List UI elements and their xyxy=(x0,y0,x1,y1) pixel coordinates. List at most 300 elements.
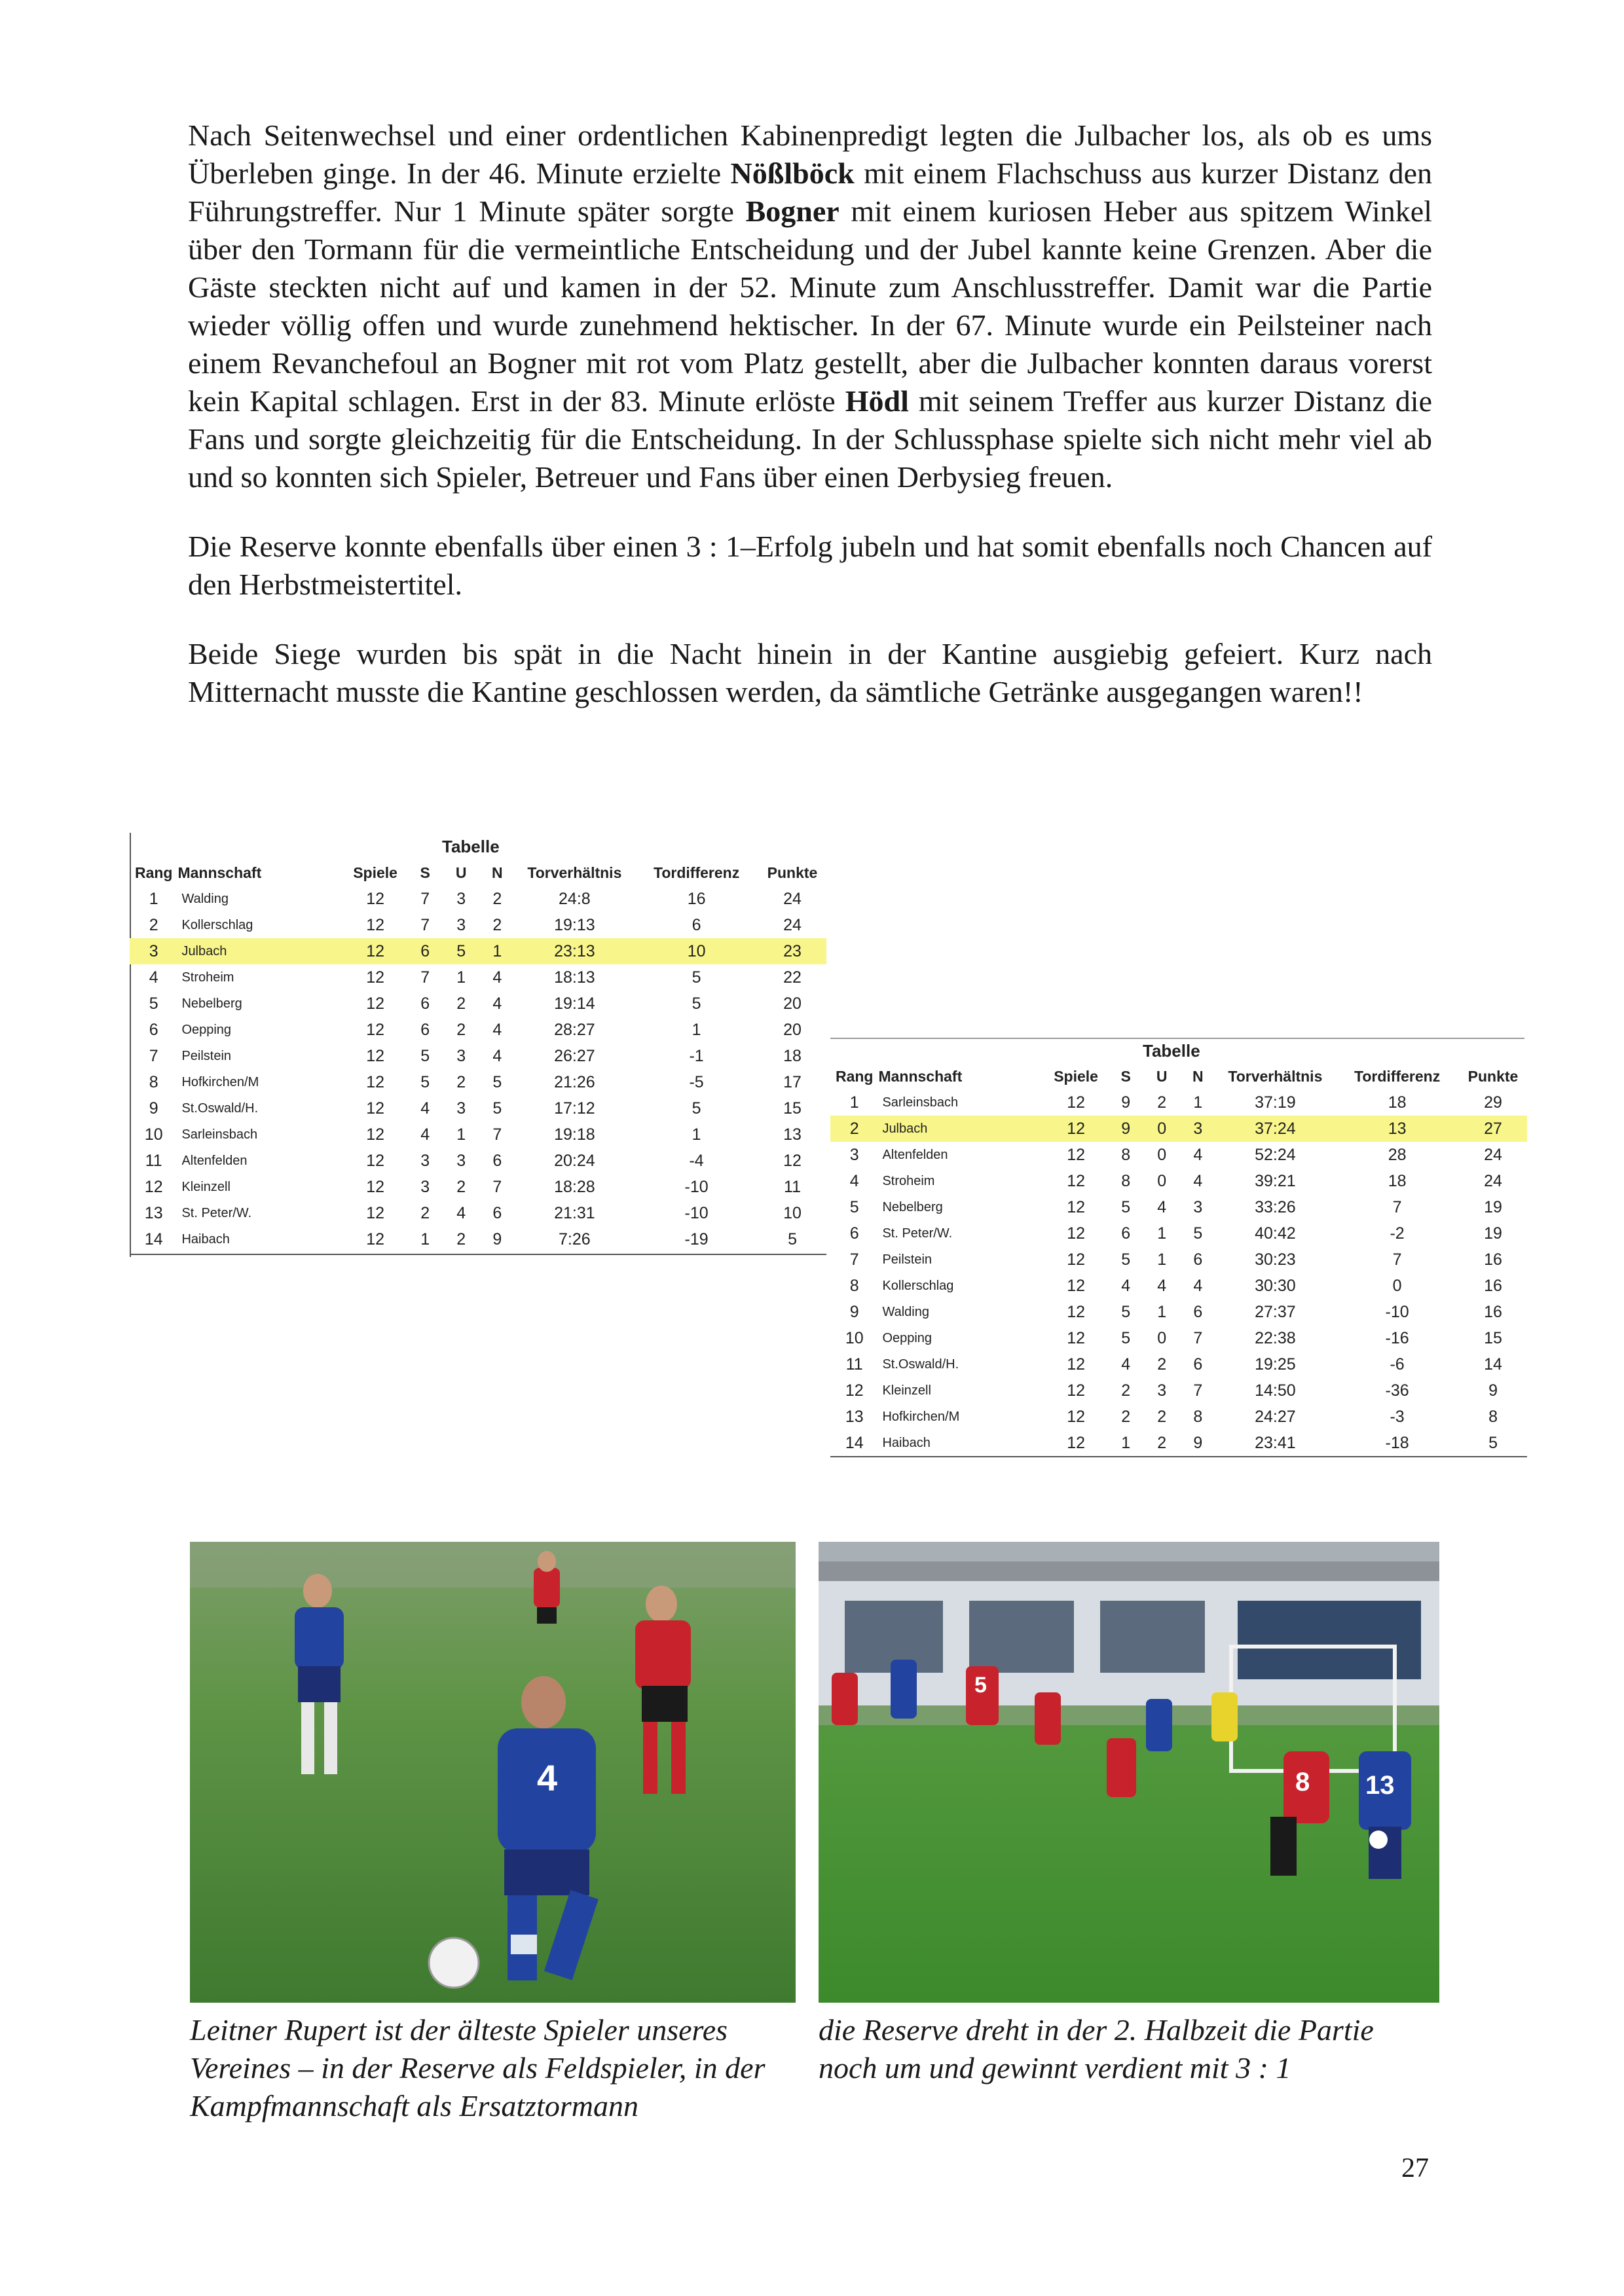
table-cell: 18:28 xyxy=(554,1177,595,1196)
table-cell: 12 xyxy=(845,1381,864,1400)
team-name: Nebelberg xyxy=(181,996,242,1011)
table-cell: 4 xyxy=(420,1099,430,1118)
table-cell: 8 xyxy=(1193,1407,1203,1426)
table-cell: 3 xyxy=(456,915,466,934)
team-name: Nebelberg xyxy=(882,1199,943,1214)
text-run: Beide Siege wurden bis spät in die Nacht hinein in der Kantine ausgiebig gefeiert. Kurz nach Mitternacht musste die Kantine geschlossen werden, da sämtliche Getränke ausgegangen waren!! xyxy=(188,637,1432,708)
table-cell: 18:13 xyxy=(554,968,595,987)
table-cell: 0 xyxy=(1157,1328,1167,1347)
column-header: Rang xyxy=(134,864,173,881)
table-cell: 5 xyxy=(1121,1250,1131,1269)
table-cell: 23:13 xyxy=(515,938,635,964)
table-cell: 2 xyxy=(1157,1355,1167,1374)
table-cell: 2 xyxy=(492,889,502,908)
team-name: St.Oswald/H. xyxy=(181,1101,259,1116)
table-cell: 3 xyxy=(456,1151,466,1170)
table-cell: 20 xyxy=(783,1020,802,1039)
table-cell: 22 xyxy=(783,968,802,987)
table-cell: 9 xyxy=(1193,1433,1203,1452)
table-cell: 4 xyxy=(849,1171,859,1190)
table-cell: 13 xyxy=(1335,1116,1459,1142)
table-cell: 12 xyxy=(366,1151,384,1170)
table-cell: 24 xyxy=(783,915,802,934)
table-cell: 5 xyxy=(492,1072,502,1091)
column-header: Spiele xyxy=(353,864,397,881)
table-cell: 9 xyxy=(1488,1381,1498,1400)
table-cell: 7 xyxy=(420,915,430,934)
table-row xyxy=(130,991,826,1017)
photo-leitner-rupert xyxy=(190,1542,796,2003)
table-cell: 8 xyxy=(1488,1407,1498,1426)
table-cell: 6 xyxy=(1193,1250,1203,1269)
table-cell: 12 xyxy=(1067,1171,1085,1190)
svg-text:5: 5 xyxy=(974,1673,987,1698)
table-cell: 9 xyxy=(149,1099,158,1118)
team-name: St.Oswald/H. xyxy=(882,1357,959,1372)
table-cell: 12 xyxy=(783,1151,802,1170)
table-cell: 13 xyxy=(845,1407,864,1426)
table-bottom-rule xyxy=(830,1456,1527,1457)
table-cell: 14 xyxy=(1484,1355,1502,1374)
table-cell: 7 xyxy=(492,1177,502,1196)
table-cell: 12 xyxy=(366,1230,384,1248)
table-cell: 28:27 xyxy=(554,1020,595,1039)
table-row xyxy=(830,1116,1527,1142)
table-cell: 37:19 xyxy=(1255,1093,1296,1112)
table-cell: 26:27 xyxy=(554,1046,595,1065)
table-cell: 18 xyxy=(1388,1171,1407,1190)
table-cell: 17 xyxy=(783,1072,802,1091)
team-name: Haibach xyxy=(882,1435,931,1450)
table-cell: 18 xyxy=(783,1046,802,1065)
table-bottom-rule xyxy=(130,1254,826,1255)
table-cell: 1 xyxy=(1157,1302,1167,1321)
table-cell: 7 xyxy=(1193,1328,1203,1347)
table-cell: 5 xyxy=(1121,1302,1131,1321)
table-row xyxy=(130,1200,826,1226)
table-cell: 27:37 xyxy=(1255,1302,1296,1321)
table-cell: 6 xyxy=(692,915,701,934)
table-cell: 12 xyxy=(366,968,384,987)
table-cell: 12 xyxy=(366,1020,384,1039)
table-cell: 2 xyxy=(456,1230,466,1248)
football xyxy=(1369,1831,1388,1849)
table-cell: 12 xyxy=(1067,1302,1085,1321)
table-row xyxy=(130,1095,826,1121)
table-cell: 3 xyxy=(849,1145,859,1164)
table-cell: 12 xyxy=(1067,1250,1085,1269)
table-cell: 8 xyxy=(149,1072,158,1091)
table-cell: 1 xyxy=(849,1093,859,1112)
table-row xyxy=(130,912,826,938)
table-cell: 11 xyxy=(145,1151,162,1170)
table-row xyxy=(830,1351,1527,1377)
table-cell: 12 xyxy=(1067,1328,1085,1347)
table-cell: 4 xyxy=(492,1046,502,1065)
table-cell: 12 xyxy=(366,915,384,934)
table-cell: 7 xyxy=(1193,1381,1203,1400)
table-cell: 11 xyxy=(784,1177,801,1196)
table-cell: 4 xyxy=(1121,1355,1131,1374)
table-cell: 30:23 xyxy=(1255,1250,1296,1269)
table-cell: 2 xyxy=(1157,1093,1167,1112)
table-row xyxy=(830,1325,1527,1351)
table-row xyxy=(830,1089,1527,1116)
article-paragraph-3 xyxy=(188,635,1432,711)
table-cell: 1 xyxy=(149,889,158,908)
table-cell: 2 xyxy=(1121,1381,1131,1400)
table-row xyxy=(130,1148,826,1174)
table-cell: 4 xyxy=(1193,1145,1203,1164)
table-cell: 9 xyxy=(1121,1093,1131,1112)
table-row xyxy=(830,1194,1527,1220)
table-cell: -16 xyxy=(1385,1328,1409,1347)
table-cell: 3 xyxy=(420,1177,430,1196)
team-name: Peilstein xyxy=(181,1048,232,1063)
table-cell: 2 xyxy=(830,1116,878,1142)
table-cell: 12 xyxy=(1067,1355,1085,1374)
table-cell: 6 xyxy=(1193,1355,1203,1374)
table-cell: 22:38 xyxy=(1255,1328,1296,1347)
table-cell: 52:24 xyxy=(1255,1145,1296,1164)
team-name: Kollerschlag xyxy=(882,1278,954,1293)
football-photo-right xyxy=(819,1542,1439,2003)
table-cell: 5 xyxy=(149,994,158,1013)
table-row xyxy=(830,1142,1527,1168)
player-name: Hödl xyxy=(845,384,909,418)
table-cell: 6 xyxy=(492,1151,502,1170)
table-cell: 12 xyxy=(1067,1093,1085,1112)
table-cell: 24 xyxy=(783,889,802,908)
table-top-rule xyxy=(830,1038,1524,1039)
table-cell: 3 xyxy=(456,1099,466,1118)
table-cell: 19:18 xyxy=(554,1125,595,1144)
table-cell: 2 xyxy=(456,1177,466,1196)
table-cell: 18 xyxy=(1388,1093,1407,1112)
photo-caption-left: Leitner Rupert ist der älteste Spieler unseres Vereines – in der Reserve als Feldspieler, in der Kampfmannschaft als Ersatztormann xyxy=(190,2013,766,2123)
table-cell: 9 xyxy=(492,1230,502,1248)
column-header: U xyxy=(1156,1067,1168,1085)
photo-caption-right: die Reserve dreht in der 2. Halbzeit die Partie noch um und gewinnt verdient mit 3 : 1 xyxy=(819,2013,1374,2085)
table-cell: 12 xyxy=(1067,1145,1085,1164)
column-header: Tordifferenz xyxy=(1354,1067,1441,1085)
table-cell: 16 xyxy=(687,889,706,908)
table-cell: 29 xyxy=(1484,1093,1502,1112)
column-header: Punkte xyxy=(1467,1067,1519,1085)
table-title: Tabelle xyxy=(1143,1041,1200,1061)
table-cell: 0 xyxy=(1157,1145,1167,1164)
table-cell: 4 xyxy=(492,994,502,1013)
team-name: Walding xyxy=(882,1304,929,1319)
table-cell: 11 xyxy=(845,1355,863,1374)
table-cell: -36 xyxy=(1385,1381,1409,1400)
team-name: Hofkirchen/M xyxy=(181,1074,259,1089)
table-cell: 10 xyxy=(783,1203,802,1222)
table-cell: 12 xyxy=(366,1099,384,1118)
table-cell: 21:26 xyxy=(554,1072,595,1091)
table-cell: 6 xyxy=(408,938,442,964)
team-name: Sarleinsbach xyxy=(882,1095,959,1110)
article-paragraph-1 xyxy=(188,117,1432,496)
table-cell: 16 xyxy=(1484,1302,1502,1321)
column-header: Mannschaft xyxy=(878,1067,963,1085)
table-cell: 12 xyxy=(366,1177,384,1196)
table-cell: 16 xyxy=(1484,1250,1502,1269)
table-cell: 5 xyxy=(420,1046,430,1065)
table-cell: 7 xyxy=(849,1250,859,1269)
table-cell: 2 xyxy=(420,1203,430,1222)
table-cell: 2 xyxy=(456,994,466,1013)
table-cell: 1 xyxy=(692,1125,701,1144)
table-cell: 9 xyxy=(1109,1116,1143,1142)
table-cell: 10 xyxy=(144,1125,163,1144)
table-cell: 37:24 xyxy=(1215,1116,1336,1142)
team-name: St. Peter/W. xyxy=(882,1226,953,1241)
table-cell: -6 xyxy=(1390,1355,1405,1374)
table-row xyxy=(830,1299,1527,1325)
table-cell: 17:12 xyxy=(554,1099,595,1118)
table-cell: 12 xyxy=(144,1177,163,1196)
team-name: Oepping xyxy=(181,1022,232,1037)
table-cell: 7 xyxy=(420,889,430,908)
table-cell: 12 xyxy=(366,1072,384,1091)
table-cell: 4 xyxy=(1157,1276,1167,1295)
table-cell: 12 xyxy=(1067,1276,1085,1295)
team-name: Julbach xyxy=(878,1116,1043,1142)
table-row xyxy=(830,1404,1527,1430)
table-cell: -10 xyxy=(1385,1302,1409,1321)
table-cell: -19 xyxy=(684,1230,709,1248)
table-cell: -5 xyxy=(689,1072,704,1091)
table-header-row xyxy=(830,1063,1527,1089)
team-name: Sarleinsbach xyxy=(181,1127,258,1142)
team-name: Kleinzell xyxy=(181,1179,231,1194)
table-cell: 5 xyxy=(1193,1224,1203,1243)
table-cell: 19:14 xyxy=(554,994,595,1013)
team-name: Kollerschlag xyxy=(181,917,253,932)
table-cell: 30:30 xyxy=(1255,1276,1296,1295)
table-row xyxy=(830,1377,1527,1404)
table-cell: 28 xyxy=(1388,1145,1407,1164)
table-cell: 24:8 xyxy=(559,889,591,908)
player-name: Nößlböck xyxy=(730,156,855,190)
table-row xyxy=(830,1247,1527,1273)
table-cell: 7 xyxy=(149,1046,158,1065)
table-cell: 40:42 xyxy=(1255,1224,1296,1243)
article-body xyxy=(188,117,1432,742)
table-row xyxy=(830,1273,1527,1299)
standings-table xyxy=(130,860,826,1252)
table-cell: 27 xyxy=(1459,1116,1527,1142)
table-row xyxy=(130,1226,826,1252)
table-cell: -1 xyxy=(689,1046,704,1065)
column-header: S xyxy=(1120,1067,1131,1085)
table-cell: 12 xyxy=(1067,1224,1085,1243)
column-header: Torverhältnis xyxy=(1228,1067,1323,1085)
table-cell: 12 xyxy=(366,1203,384,1222)
table-cell: 13 xyxy=(783,1125,802,1144)
table-header-row xyxy=(130,860,826,886)
column-header: S xyxy=(420,864,430,881)
text-run: Nach Seitenwechsel und einer ordentlichen Kabinenpredigt legten die Julbacher los, als ob es ums Überleben ginge. In der 46. Minute erzielte xyxy=(188,118,1432,190)
table-cell: 2 xyxy=(149,915,158,934)
table-cell: 6 xyxy=(420,1020,430,1039)
column-header: Spiele xyxy=(1054,1067,1098,1085)
table-cell: 3 xyxy=(1193,1197,1203,1216)
table-cell: 1 xyxy=(1193,1093,1203,1112)
table-cell: 4 xyxy=(1193,1171,1203,1190)
table-cell: 6 xyxy=(1193,1302,1203,1321)
table-cell: 6 xyxy=(149,1020,158,1039)
table-cell: 15 xyxy=(783,1099,802,1118)
table-row xyxy=(130,1174,826,1200)
table-cell: 0 xyxy=(1143,1116,1181,1142)
table-cell: -10 xyxy=(684,1177,709,1196)
table-cell: 5 xyxy=(420,1072,430,1091)
table-cell: 5 xyxy=(849,1197,859,1216)
column-header: Mannschaft xyxy=(177,864,262,881)
table-cell: 20 xyxy=(783,994,802,1013)
table-cell: 6 xyxy=(1121,1224,1131,1243)
table-row xyxy=(130,1043,826,1069)
player-name: Bogner xyxy=(745,194,840,228)
table-cell: 5 xyxy=(692,968,701,987)
text-run: mit einem Flachschuss aus kurzer Distanz den Führungstreffer. Nur 1 Minute später sorgte xyxy=(188,156,1433,228)
table-cell: 14 xyxy=(845,1433,864,1452)
table-cell: 4 xyxy=(420,1125,430,1144)
table-cell: 39:21 xyxy=(1255,1171,1296,1190)
table-cell: 1 xyxy=(480,938,514,964)
team-name: Stroheim xyxy=(181,970,234,985)
table-row xyxy=(130,1017,826,1043)
table-row xyxy=(130,886,826,912)
table-cell: 1 xyxy=(456,1125,466,1144)
team-name: Julbach xyxy=(177,938,342,964)
table-cell: 12 xyxy=(1043,1116,1109,1142)
table-cell: 13 xyxy=(144,1203,163,1222)
column-header: Torverhältnis xyxy=(527,864,622,881)
table-cell: 4 xyxy=(492,1020,502,1039)
text-run: mit einem kuriosen Heber aus spitzem Winkel über den Tormann für die vermeintliche Entscheidung und der Jubel kannte keine Grenzen. Aber die Gäste steckten nicht auf und kamen in der 52. Minute zum Anschlusstreffer. Damit war die Partie wieder völlig offen und wurde zunehmend hektischer. In der 67. Minute wurde ein Peilsteiner nach einem Revanchefoul an Bogner mit rot vom Platz gestellt, aber die Julbacher konnten daraus vorerst kein Kapital schlagen. Erst in der 83. Minute erlöste xyxy=(188,194,1432,418)
table-cell: 16 xyxy=(1484,1276,1502,1295)
column-header: Punkte xyxy=(767,864,818,881)
team-name: Altenfelden xyxy=(882,1147,948,1162)
table-cell: 10 xyxy=(635,938,758,964)
table-cell: 8 xyxy=(1121,1171,1131,1190)
table-cell: 24 xyxy=(1484,1145,1502,1164)
table-cell: 33:26 xyxy=(1255,1197,1296,1216)
table-cell: 7 xyxy=(420,968,430,987)
table-row xyxy=(130,1069,826,1095)
table-row xyxy=(130,964,826,991)
table-cell: 12 xyxy=(366,994,384,1013)
table-cell: 5 xyxy=(1121,1197,1131,1216)
page-number: 27 xyxy=(1401,2153,1429,2183)
table-cell: 3 xyxy=(456,1046,466,1065)
table-cell: 19 xyxy=(1484,1197,1502,1216)
text-run: Die Reserve konnte ebenfalls über einen 3 : 1–Erfolg jubeln und hat somit ebenfalls noch Chancen auf den Herbstmeistertitel. xyxy=(188,530,1432,601)
team-name: Altenfelden xyxy=(181,1153,248,1168)
table-cell: 19 xyxy=(1484,1224,1502,1243)
table-cell: 12 xyxy=(366,1125,384,1144)
table-cell: 24:27 xyxy=(1255,1407,1296,1426)
svg-text:4: 4 xyxy=(537,1757,558,1798)
table-cell: 2 xyxy=(1121,1407,1131,1426)
table-cell: 8 xyxy=(1121,1145,1131,1164)
table-cell: 6 xyxy=(420,994,430,1013)
table-cell: 8 xyxy=(849,1276,859,1295)
table-cell: 5 xyxy=(692,1099,701,1118)
table-cell: 6 xyxy=(849,1224,859,1243)
table-cell: 7 xyxy=(1392,1197,1402,1216)
column-header: N xyxy=(492,864,503,881)
table-cell: 15 xyxy=(1484,1328,1502,1347)
table-cell: -3 xyxy=(1390,1407,1405,1426)
table-cell: 1 xyxy=(420,1230,430,1248)
table-cell: 5 xyxy=(788,1230,797,1248)
team-name: Hofkirchen/M xyxy=(882,1409,960,1424)
table-cell: 4 xyxy=(1193,1276,1203,1295)
table-cell: 2 xyxy=(492,915,502,934)
table-row xyxy=(830,1430,1527,1456)
table-cell: 4 xyxy=(1157,1197,1167,1216)
table-cell: 0 xyxy=(1392,1276,1402,1295)
table-cell: 1 xyxy=(692,1020,701,1039)
table-cell: 3 xyxy=(420,1151,430,1170)
table-cell: 4 xyxy=(456,1203,466,1222)
team-name: Walding xyxy=(181,891,229,906)
table-cell: 19:25 xyxy=(1255,1355,1296,1374)
team-name: Haibach xyxy=(181,1231,230,1247)
football xyxy=(429,1938,479,1988)
table-cell: 12 xyxy=(342,938,408,964)
table-cell: 10 xyxy=(845,1328,864,1347)
football-photo-left xyxy=(190,1542,796,2003)
table-cell: 1 xyxy=(1157,1224,1167,1243)
table-cell: -10 xyxy=(684,1203,709,1222)
table-cell: 9 xyxy=(849,1302,859,1321)
table-title: Tabelle xyxy=(442,837,500,856)
table-cell: 2 xyxy=(1157,1433,1167,1452)
team-name: Stroheim xyxy=(882,1173,935,1188)
team-name: St. Peter/W. xyxy=(181,1205,252,1220)
table-cell: 23:41 xyxy=(1255,1433,1296,1452)
team-name: Peilstein xyxy=(882,1252,932,1267)
svg-text:8: 8 xyxy=(1295,1768,1310,1796)
table-cell: 7 xyxy=(1392,1250,1402,1269)
table-cell: 4 xyxy=(492,968,502,987)
table-cell: 12 xyxy=(366,889,384,908)
table-cell: 12 xyxy=(366,1046,384,1065)
table-cell: 0 xyxy=(1157,1171,1167,1190)
table-cell: 4 xyxy=(149,968,158,987)
table-cell: 5 xyxy=(1121,1328,1131,1347)
table-cell: 5 xyxy=(692,994,701,1013)
text-run: mit seinem Treffer aus kurzer Distanz die Fans und sorgte gleichzeitig für die Entscheidung. In der Schlussphase spielte sich nicht mehr viel ab und so konnten sich Spieler, Betreuer und Fans über einen Derbysieg freuen. xyxy=(188,384,1432,494)
table-cell: 12 xyxy=(1067,1197,1085,1216)
column-header: Tordifferenz xyxy=(654,864,740,881)
table-cell: 6 xyxy=(492,1203,502,1222)
table-cell: 21:31 xyxy=(554,1203,595,1222)
column-header: U xyxy=(455,864,467,881)
table-cell: 5 xyxy=(492,1099,502,1118)
table-cell: 1 xyxy=(1157,1250,1167,1269)
table-cell: 12 xyxy=(1067,1407,1085,1426)
table-cell: 2 xyxy=(1157,1407,1167,1426)
table-cell: 14:50 xyxy=(1255,1381,1296,1400)
table-cell: 5 xyxy=(1488,1433,1498,1452)
table-row xyxy=(130,938,826,964)
